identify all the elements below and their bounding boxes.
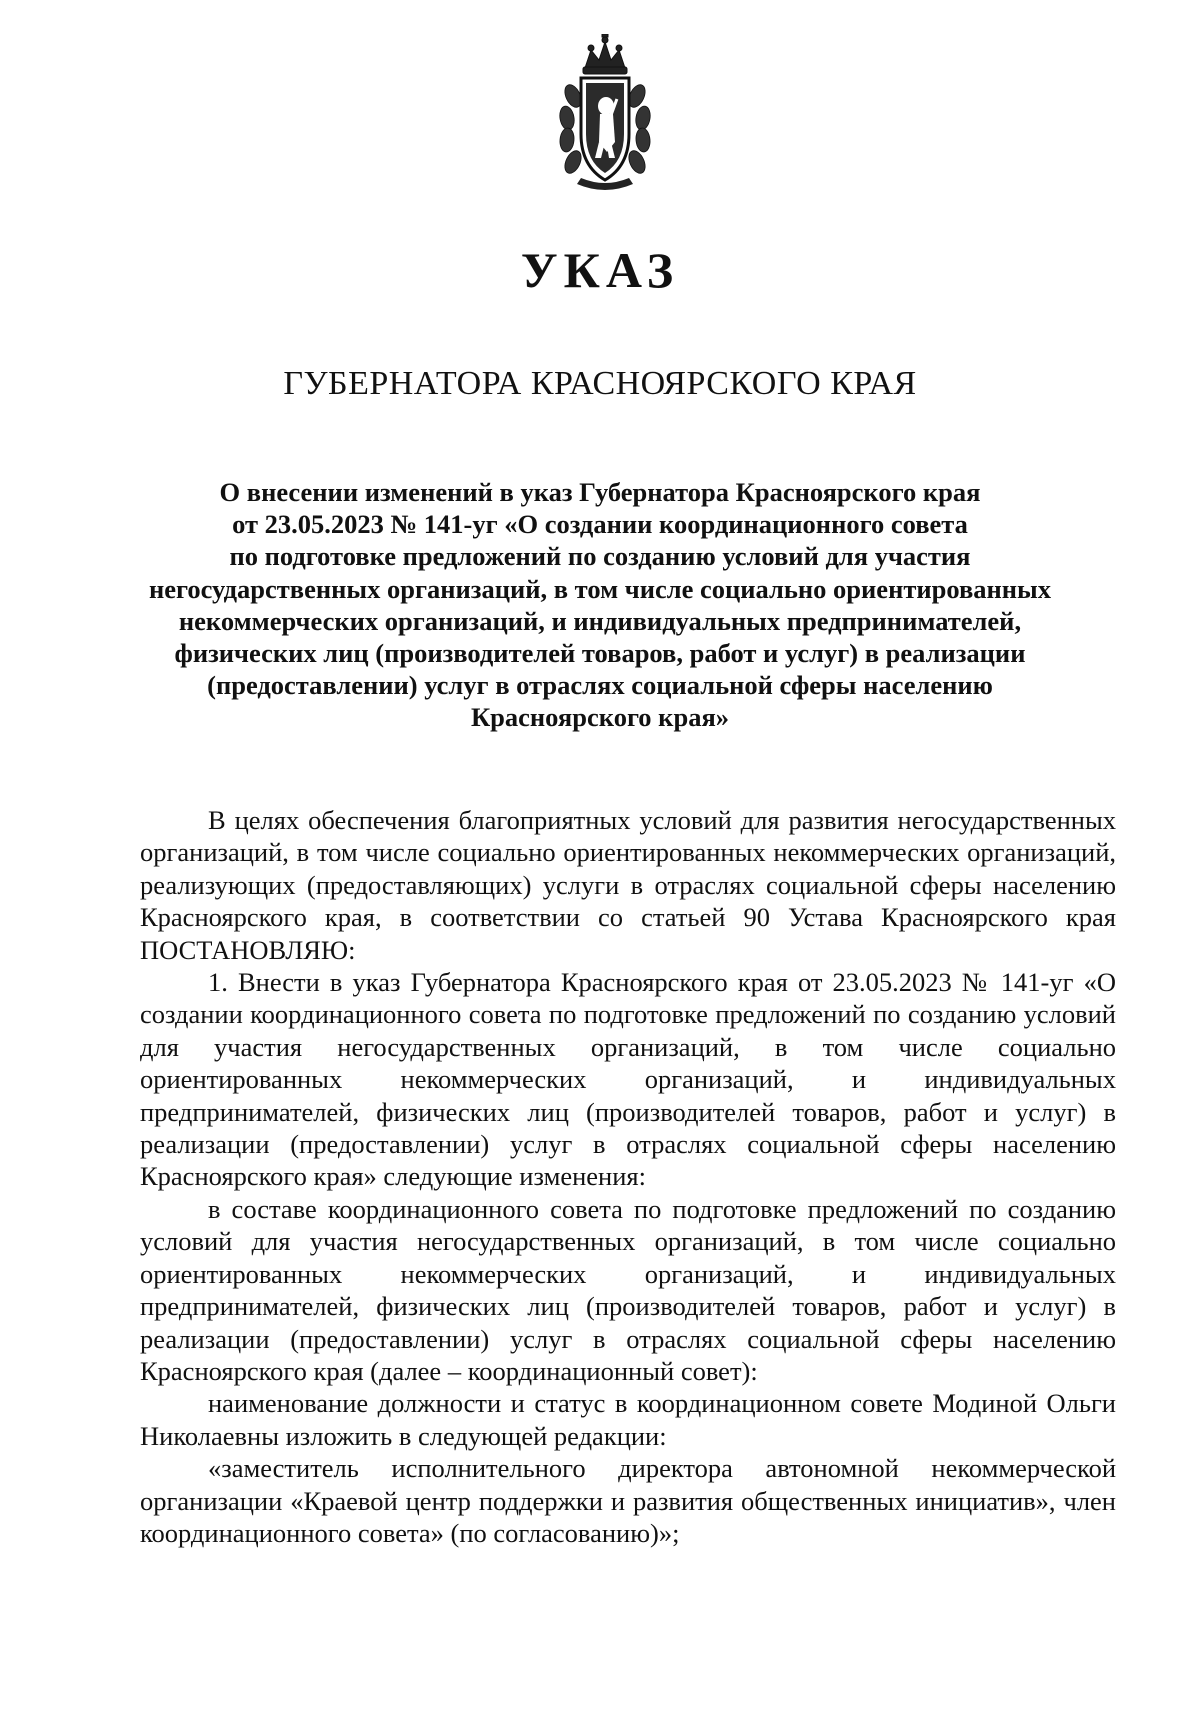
- clause-paragraph: в составе координационного совета по подготовке предложений по созданию условий для участия негосударственных организаций, в том числе социально ориентированных некоммерческих организаций, и индивидуальных предпринимателей, физических лиц (производителей товаров, работ и услуг) в реализации (предоставлении) услуг в отраслях социальной сферы населению Красноярского края (далее – координационный совет):: [140, 1193, 1116, 1386]
- title-line: физических лиц (производителей товаров, работ и услуг) в реализации: [174, 638, 1026, 669]
- issuer-heading: ГУБЕРНАТОРА КРАСНОЯРСКОГО КРАЯ: [283, 365, 917, 402]
- title-line: некоммерческих организаций, и индивидуальных предпринимателей,: [178, 605, 1022, 636]
- title-line: по подготовке предложений по созданию условий для участия: [229, 541, 971, 572]
- title-line: негосударственных организаций, в том числе социально ориентированных: [148, 573, 1051, 604]
- preamble-paragraph: В целях обеспечения благоприятных условий для развития негосударственных организаций, в том числе социально ориентированных некоммерческих организаций, реализующих (предоставляющих) услуги в отраслях социальной сферы населению Красноярского края, в соответствии со статьей 90 Устава Красноярского края ПОСТАНОВЛЯЮ:: [140, 805, 1116, 965]
- coat-of-arms-icon: [555, 34, 655, 196]
- clause-paragraph: 1. Внести в указ Губернатора Красноярского края от 23.05.2023 № 141-уг «О создании координационного совета по подготовке предложений по созданию условий для участия негосударственных организаций, в том числе социально ориентированных некоммерческих организаций, и индивидуальных предпринимателей, физических лиц (производителей товаров, работ и услуг) в реализации (предоставлении) услуг в отраслях социальной сферы населению Красноярского края» следующие изменения:: [140, 967, 1116, 1192]
- title-line: от 23.05.2023 № 141-уг «О создании координационного совета: [232, 509, 968, 540]
- title-line: Красноярского края»: [470, 702, 730, 733]
- title-line: (предоставлении) услуг в отраслях социальной сферы населению: [207, 670, 993, 701]
- document-title: [140, 476, 1060, 734]
- clause-paragraph: наименование должности и статус в координационном совете Модиной Ольги Николаевны изложить в следующей редакции:: [140, 1388, 1116, 1451]
- document-type-heading: УКАЗ: [520, 242, 680, 298]
- title-line: О внесении изменений в указ Губернатора Красноярского края: [219, 477, 981, 507]
- clause-paragraph: «заместитель исполнительного директора автономной некоммерческой организации «Краевой центр поддержки и развития общественных инициатив», член координационного совета» (по согласованию)»;: [140, 1453, 1116, 1548]
- document-body: [140, 804, 1116, 1549]
